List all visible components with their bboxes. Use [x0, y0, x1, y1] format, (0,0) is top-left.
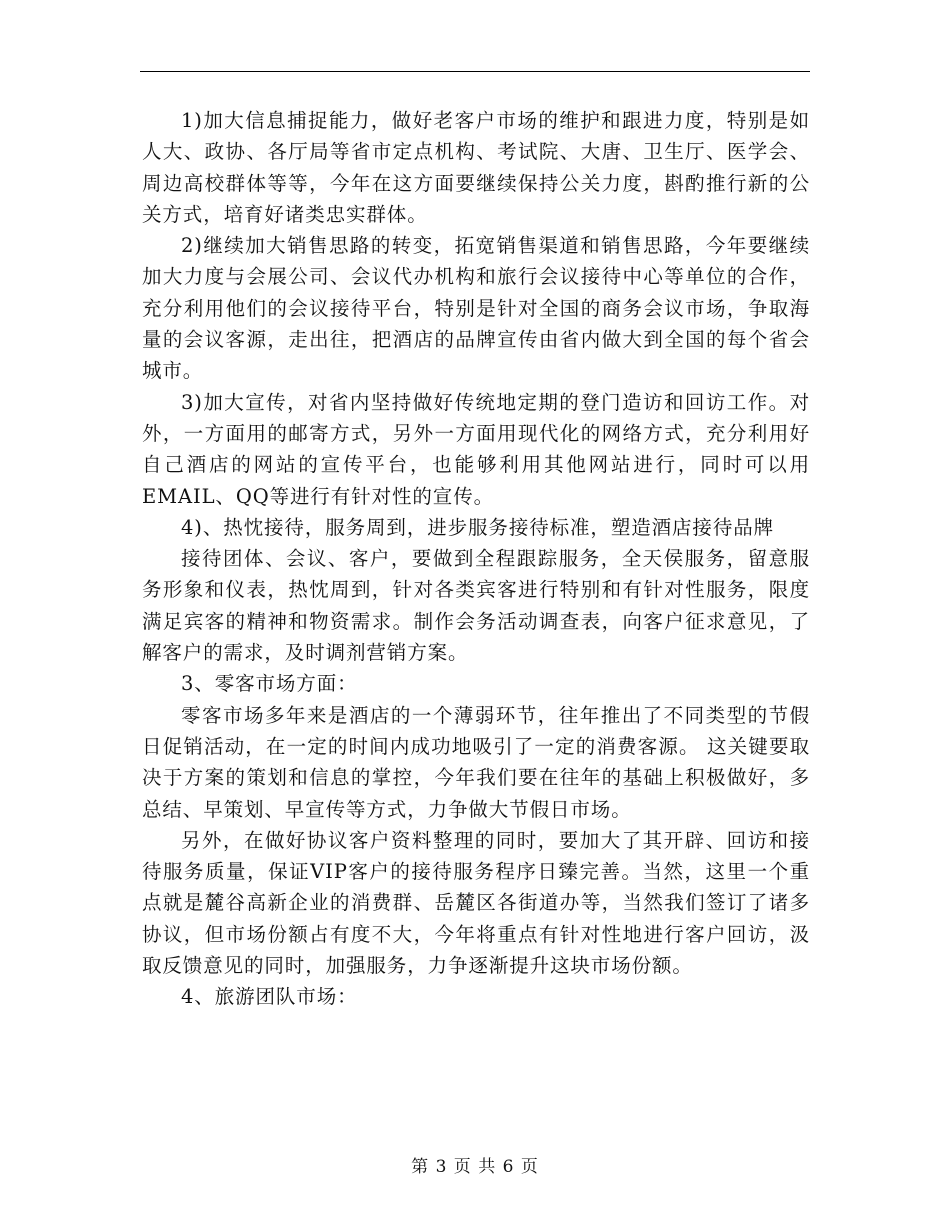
paragraph-8: 另外，在做好协议客户资料整理的同时，要加大了其开辟、回访和接待服务质量，保证VIP客户的接待服务程序日臻完善。当然，这里一个重点就是麓谷高新企业的消费群、岳麓区各街道办等，当然我们签订了诸多协议，但市场份额占有度不大，今年将重点有针对性地进行客户回访，汲取反馈意见的同时，加强服务，力争逐渐提升这块市场份额。	[142, 828, 810, 978]
section-heading-retail-market: 3、零客市场方面：	[181, 672, 358, 696]
page-footer: 第 3 页 共 6 页	[411, 1157, 539, 1177]
paragraph-5: 接待团体、会议、客户，要做到全程跟踪服务，全天侯服务，留意服务形象和仪表，热忱周到，针对各类宾客进行特别和有针对性服务，限度满足宾客的精神和物资需求。制作会务活动调查表，向客户征求意见，了解客户的需求，及时调剂营销方案。	[142, 547, 810, 665]
paragraph-7: 零客市场多年来是酒店的一个薄弱环节，往年推出了不同类型的节假日促销活动，在一定的时间内成功地吸引了一定的消费客源。 这关键要取决于方案的策划和信息的掌控，今年我们要在往年的基础上积极做好，多总结、早策划、早宣传等方式，力争做大节假日市场。	[142, 703, 810, 821]
paragraph-1: 1)加大信息捕捉能力，做好老客户市场的维护和跟进力度，特别是如人大、政协、各厅局等省市定点机构、考试院、大唐、卫生厅、医学会、周边高校群体等等，今年在这方面要继续保持公关力度，斟酌推行新的公关方式，培育好诸类忠实群体。	[142, 109, 810, 226]
header-rule	[140, 71, 810, 72]
paragraph-2: 2)继续加大销售思路的转变，拓宽销售渠道和销售思路，今年要继续加大力度与会展公司、会议代办机构和旅行会议接待中心等单位的合作，充分利用他们的会议接待平台，特别是针对全国的商务会议市场，争取海量的会议客源，走出往，把酒店的品牌宣传由省内做大到全国的每个省会城市。	[142, 234, 810, 383]
paragraph-3: 3)加大宣传，对省内坚持做好传统地定期的登门造访和回访工作。对外，一方面用的邮寄方式，另外一方面用现代化的网络方式，充分利用好自己酒店的网站的宣传平台，也能够利用其他网站进行，同时可以用EMAIL、QQ等进行有针对性的宣传。	[142, 390, 810, 508]
paragraph-4: 4)、热忱接待，服务周到，进步服务接待标准，塑造酒店接待品牌	[181, 515, 775, 539]
document-body	[142, 105, 810, 1013]
section-heading-tour-group-market: 4、旅游团队市场：	[181, 985, 358, 1009]
